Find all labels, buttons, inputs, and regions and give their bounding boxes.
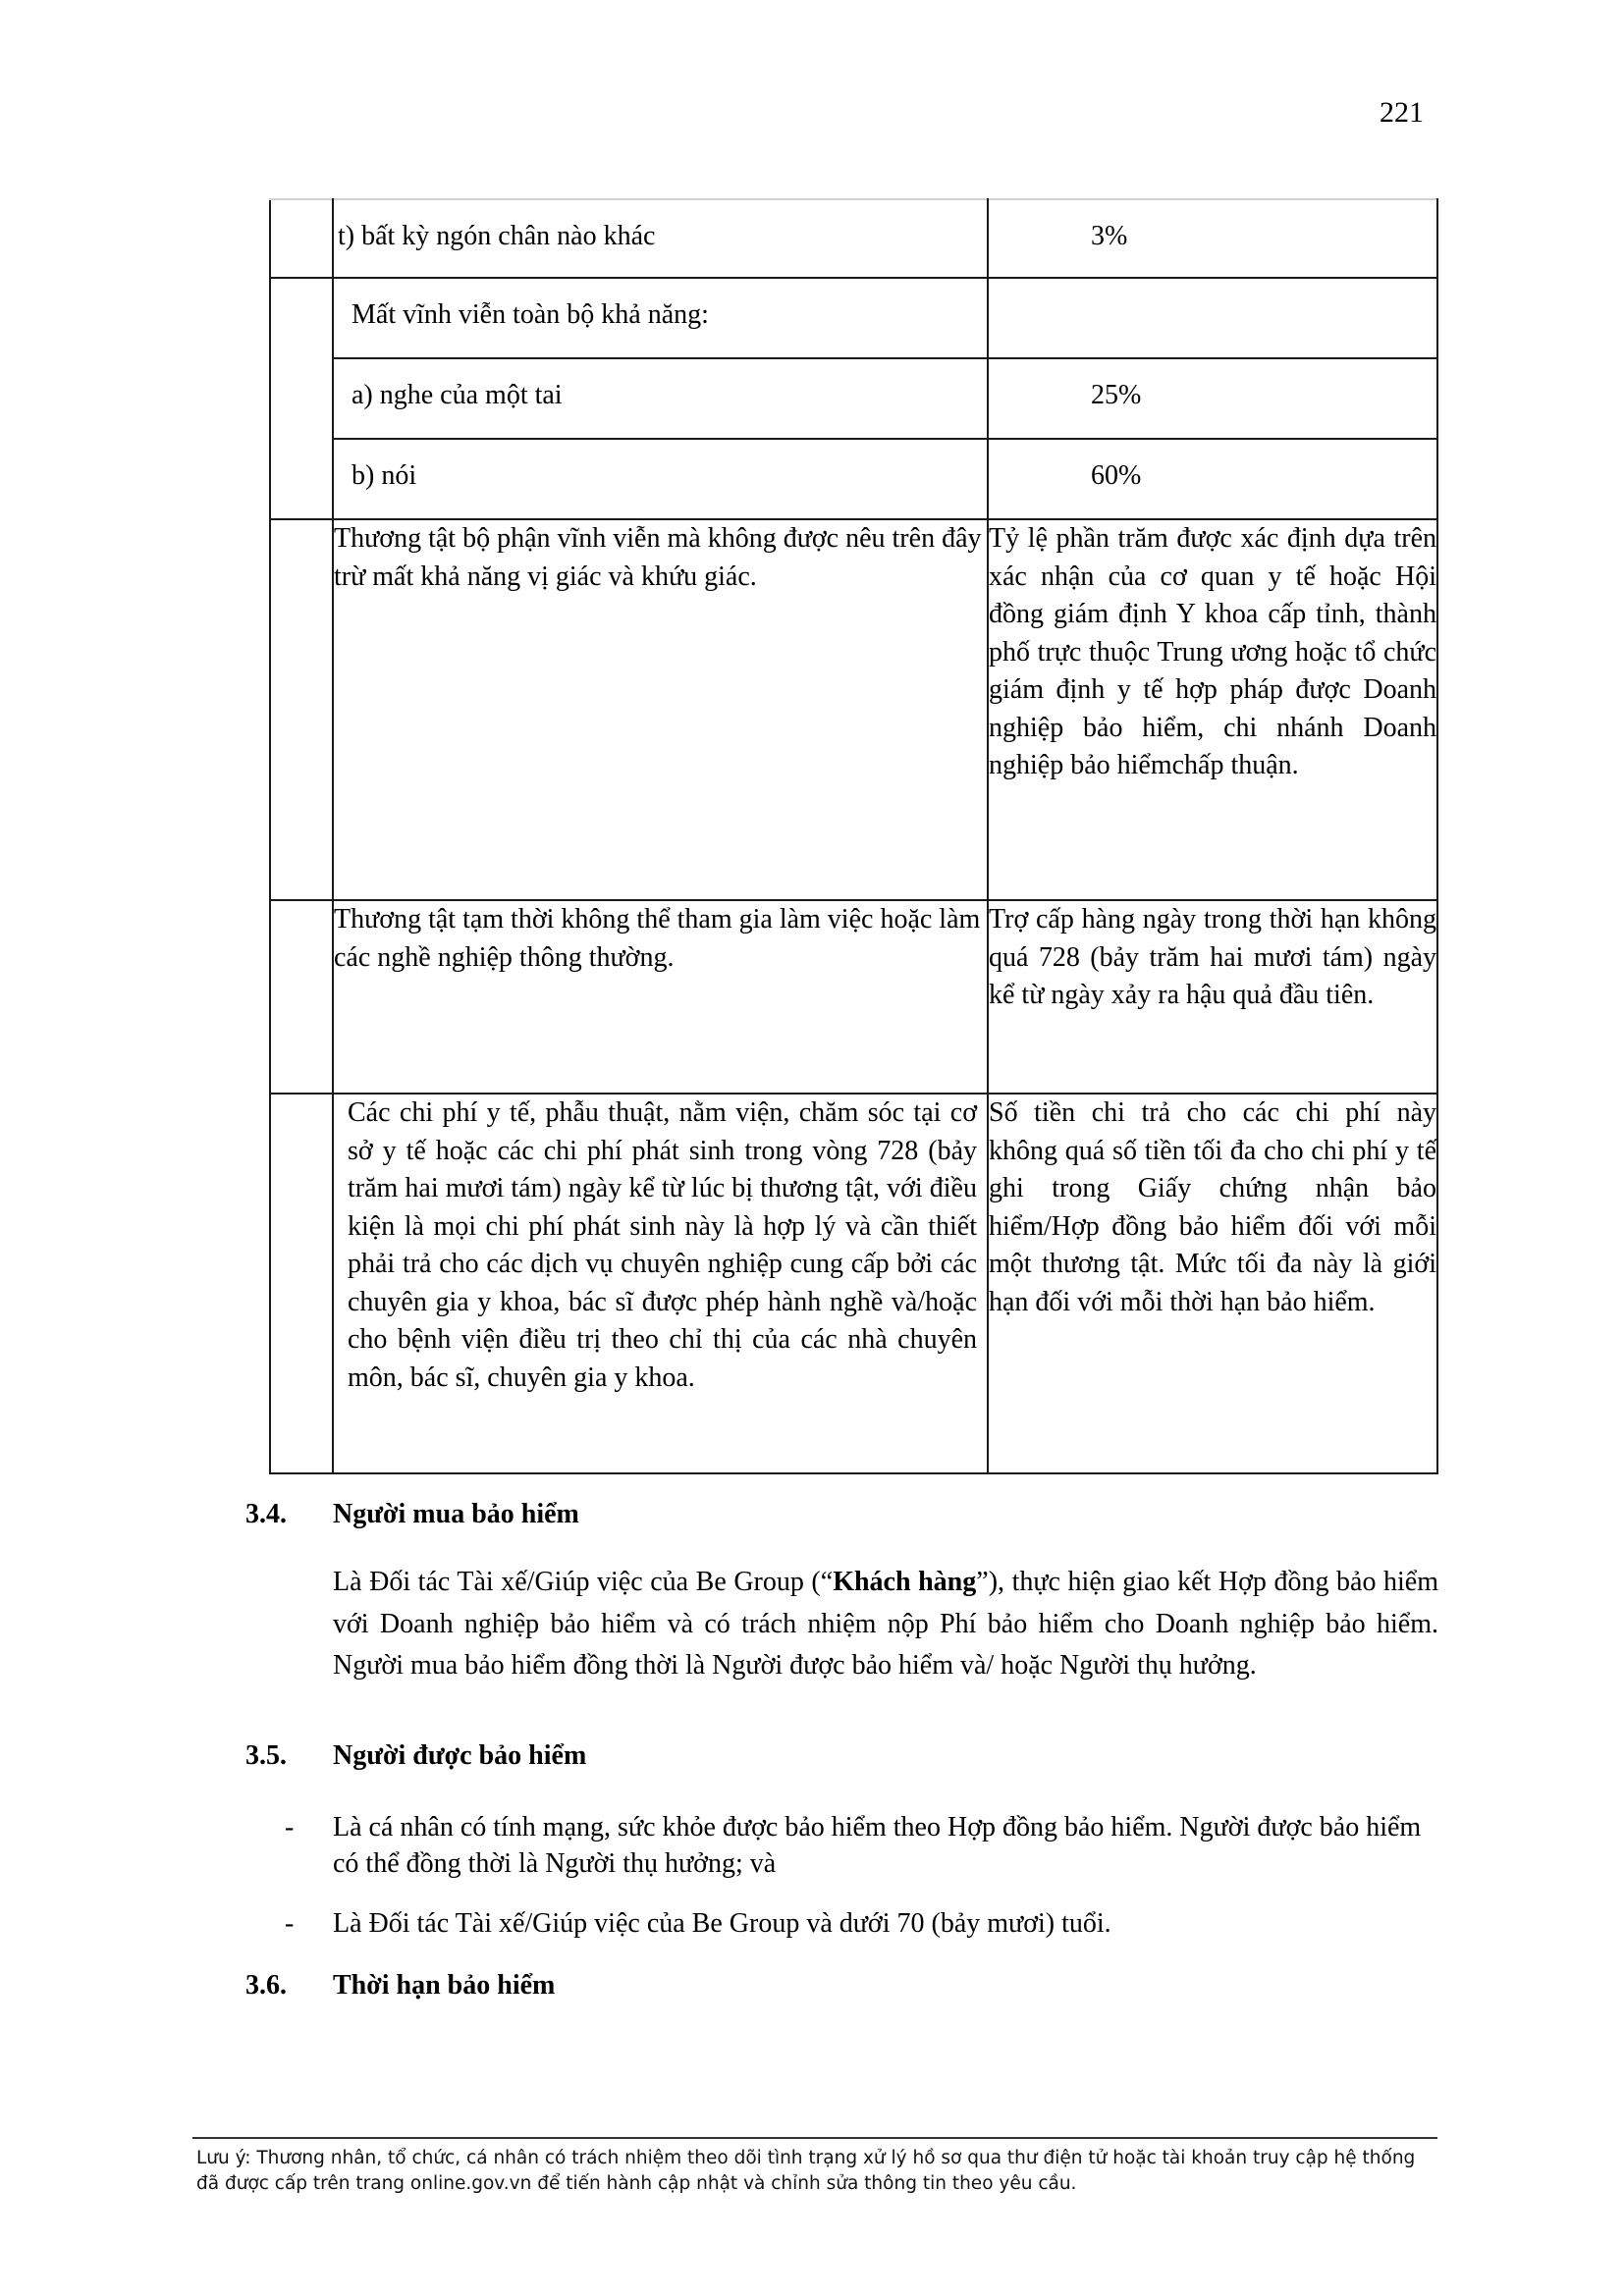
row-index-cell [270,1094,333,1473]
benefits-table [269,198,1438,1474]
section-number: 3.4. [245,1499,287,1529]
section-3-4 [245,1499,1438,1687]
value-cell: Trợ cấp hàng ngày trong thời hạn không quá 728 (bảy trăm hai mươi tám) ngày kể từ ngày xảy ra hậu quả đầu tiên. [988,900,1437,1094]
value-cell [988,199,1437,278]
table-row [270,199,1437,278]
item-cell: Các chi phí y tế, phẫu thuật, nằm viện, chăm sóc tại cơ sở y tế hoặc các chi phí phát sinh trong vòng 728 (bảy trăm hai mươi tám) ngày kể từ lúc bị thương tật, với điều kiện là mọi chi phí phát sinh này là hợp lý và cần thiết phải trả cho các dịch vụ chuyên nghiệp cung cấp bởi các chuyên gia y khoa, bác sĩ được phép hành nghề và/hoặc cho bệnh viện điều trị theo chỉ thị của các nhà chuyên môn, bác sĩ, chuyên gia y khoa. [333,1094,988,1473]
item-cell: Thương tật tạm thời không thể tham gia làm việc hoặc làm các nghề nghiệp thông thường. [333,900,988,1094]
paragraph-text: ”), thực hiện giao kết Hợp đồng bảo hiểm với Doanh nghiệp bảo hiểm và có trách nhiệm nộp Phí bảo hiểm cho Doanh nghiệp bảo hiểm. Người mua bảo hiểm đồng thời là Người được bảo hiểm và/ hoặc Người thụ hưởng. [333,1567,1439,1681]
row-index-cell [270,900,333,1094]
bullet-dash: - [285,1908,295,1939]
table-row [270,1094,1437,1473]
section-3-6 [245,1970,1438,2009]
list-item [285,1809,1438,1882]
item-cell [333,358,988,439]
item-text: t) bất kỳ ngón chân nào khác [338,221,656,251]
table-row [270,900,1437,1094]
value-cell [988,358,1437,439]
table-row [270,439,1437,519]
section-heading [245,1499,1438,1538]
footer-note: Lưu ý: Thương nhân, tổ chức, cá nhân có trách nhiệm theo dõi tình trạng xử lý hồ sơ qua thư điện tử hoặc tài khoản truy cập hệ thống đã được cấp trên trang online.gov.vn để tiến hành cập nhật và chỉnh sửa thông tin theo yêu cầu. [196,2148,1416,2194]
value-text: 60% [1091,460,1142,491]
section-number: 3.6. [245,1970,287,2001]
item-text: Mất vĩnh viễn toàn bộ khả năng: [352,299,709,330]
footer-divider [192,2137,1437,2139]
value-cell: Tỷ lệ phần trăm được xác định dựa trên xác nhận của cơ quan y tế hoặc Hội đồng giám định Y khoa cấp tỉnh, thành phố trực thuộc Trung ương hoặc tổ chức giám định y tế hợp pháp được Doanh nghiệp bảo hiểm, chi nhánh Doanh nghiệp bảo hiểmchấp thuận. [988,519,1437,900]
section-heading [245,1970,1438,2009]
defined-term: Khách hàng [833,1567,977,1597]
item-cell [333,439,988,519]
value-cell [988,439,1437,519]
list-item [285,1905,1438,1942]
item-cell [333,278,988,358]
value-text: 3% [1091,221,1128,251]
section-paragraph [333,1562,1438,1687]
paragraph-text: Là Đối tác Tài xế/Giúp việc của Be Group (“ [333,1567,834,1597]
row-index-cell [270,278,333,519]
section-heading [245,1740,1438,1780]
list-item-text: Là cá nhân có tính mạng, sức khỏe được bảo hiểm theo Hợp đồng bảo hiểm. Người được bảo hiểm có thể đồng thời là Người thụ hưởng; và [333,1812,1422,1879]
table-row [270,278,1437,358]
page-number: 221 [1380,96,1424,129]
value-text: 25% [1091,380,1142,410]
bullet-dash: - [285,1812,295,1842]
table-row [270,358,1437,439]
value-cell [988,278,1437,358]
item-cell: Thương tật bộ phận vĩnh viễn mà không được nêu trên đây trừ mất khả năng vị giác và khứu giác. [333,519,988,900]
row-index-cell [270,519,333,900]
item-text: a) nghe của một tai [352,380,563,410]
list-item-text: Là Đối tác Tài xế/Giúp việc của Be Group và dưới 70 (bảy mươi) tuổi. [333,1908,1111,1939]
value-cell: Số tiền chi trả cho các chi phí này không quá số tiền tối đa cho chi phí y tế ghi trong Giấy chứng nhận bảo hiểm/Hợp đồng bảo hiểm đối với mỗi một thương tật. Mức tối đa này là giới hạn đối với mỗi thời hạn bảo hiểm. [988,1094,1437,1473]
table-row [270,519,1437,900]
section-title: Thời hạn bảo hiểm [333,1970,556,2001]
item-cell [333,199,988,278]
value-text [989,279,1436,298]
section-title: Người được bảo hiểm [333,1740,587,1771]
row-index-cell [270,199,333,278]
section-number: 3.5. [245,1740,287,1771]
item-text: b) nói [352,460,417,491]
section-3-5 [245,1740,1438,1942]
section-title: Người mua bảo hiểm [333,1499,579,1529]
